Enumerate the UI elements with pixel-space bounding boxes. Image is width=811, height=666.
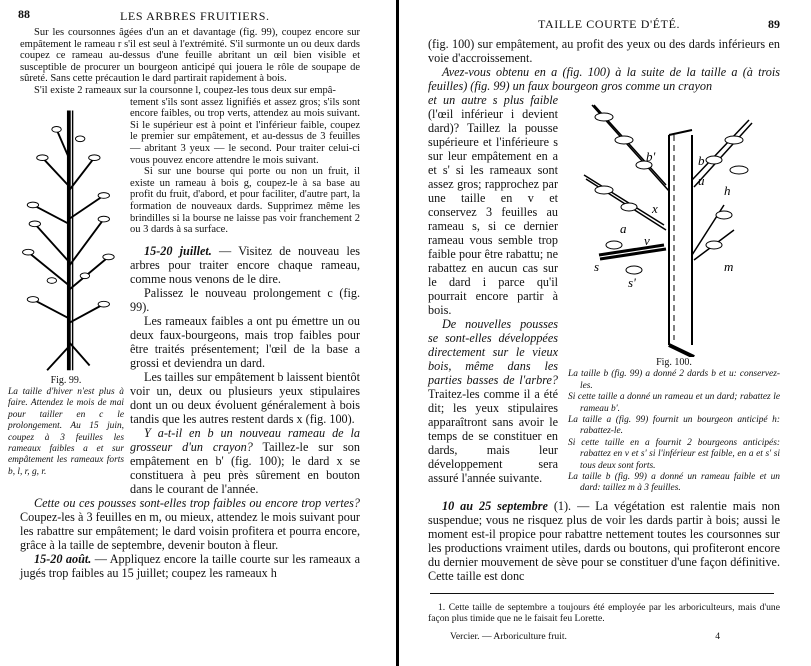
figure-label-h: h	[724, 183, 731, 198]
paragraph: Palissez le nouveau prolongement c (fig. 99).	[130, 285, 360, 314]
figure-label-v: v	[644, 233, 650, 248]
caption-entry: La taille a (fig. 99) fournit un bourgeon anticipé h: rabattez-le.	[568, 415, 780, 437]
question: et un autre s plus faible	[428, 93, 558, 107]
right-page-text-flow	[428, 37, 780, 642]
page-number: 88	[18, 7, 30, 21]
paragraph: S'il existe 2 rameaux sur la coursonne l, coupez-les tous deux sur empâ-	[34, 84, 336, 96]
question: De nouvelles pousses se sont-elles développées directement sur le vieux bois, même dans les parties basses de l'arbre?	[428, 317, 558, 387]
figure-label-u: u	[698, 173, 705, 188]
paragraph-text: Traitez-les comme il a été dit; les yeux stipulaires apparaîtront sans avoir le temps de se constituer en dards, mais leur développement sera assuré l'année suivante.	[428, 387, 558, 485]
caption-entry: La taille b (fig. 99) a donné un rameau faible et un dard: taillez m à 3 feuilles.	[568, 472, 780, 494]
question: Y a-t-il en b un nouveau rameau de la grosseur d'un crayon?	[130, 425, 360, 454]
caption-entry: Si cette taille en a fournit 2 bourgeons anticipés: rabattez en v et s' si l'inférieur est faible, en a et s' si tous deux sont forts.	[568, 437, 780, 471]
paragraph: Si sur une bourse qui porte ou non un fruit, il existe un rameau à bois g, coupez-le à sa base au profit du fruit, d'abord, et pour faciliter, d'autre part, la formation de nouveaux dards. Supprimez même les brindilles si la bourse ne laisse pas voir franchement 2 ou 3 dards à sa surface.	[130, 166, 360, 236]
figure-number: Fig. 99.	[50, 374, 82, 386]
signature-row	[450, 631, 720, 643]
right-page	[400, 0, 811, 666]
figure-100	[568, 95, 780, 495]
left-page	[0, 0, 396, 666]
tree-illustration-fig-99	[14, 101, 118, 375]
footnote-rule	[430, 593, 774, 594]
caption-text: La taille d'hiver n'est plus à faire. Attendez le mois de mai pour tailler en c le prolongement. Au 15 juin, coupez à 3 feuilles les rameaux faibles a et sur empâtement les rameaux forts b, l, r, g, r.	[8, 386, 124, 477]
caption-entry: Si cette taille a donné un rameau et un dard; rabattez le rameau b'.	[568, 392, 780, 414]
figure-label-a: a	[620, 221, 627, 236]
signature-line: Vercier. — Arboriculture fruit.	[450, 630, 567, 642]
date-heading: 15-20 août.	[34, 551, 92, 566]
paragraph	[428, 65, 780, 93]
figure-caption	[568, 357, 780, 495]
paragraph: tement s'ils sont assez lignifiés et assez gros; s'ils sont encore faibles, ou trop verts, attendez au mois suivant. Si le supérieur est à point et l'inférieur faible, coupez le premier sur empâtement, et au-dessus de 3 feuilles — abritant 3 yeux — le second. Pour traiter celui-ci vous pouvez encore attendre le mois suivant.	[130, 96, 360, 166]
left-page-text-flow	[8, 27, 360, 580]
paragraph-text: (l'œil inférieur i devient dard)? Taillez la pousse supérieure et l'inférieure s sur leur empâtement en a et s' si les rameaux sont assez gros; rapprochez par une taille en v et conservez 3 feuilles au rameau s, si ce dernier rameau vous semble trop faible pour être rabattu; ne rabattez en aucun cas sur le dard i parce qu'il pourrait encore partir à bois.	[428, 107, 558, 317]
figure-label-x: x	[652, 201, 658, 216]
question: Avez-vous obtenu en a (fig. 100) à la suite de la taille a (à trois feuilles) (fig. 99) un faux bourgeon gros comme un crayon	[428, 65, 780, 93]
paragraph: (fig. 100) sur empâtement, au profit des yeux ou des dards inférieurs en voie d'accroissement.	[428, 37, 780, 65]
figure-number: Fig. 100.	[656, 357, 692, 368]
figure-label-b: b	[698, 153, 705, 168]
paragraph-text: (1). — La végétation est ralentie mais non suspendue; vous ne risquez plus de voir les dards partir à bois; aussi le moment est-il propice pour rabattre nettement toutes les coursonnes sur les productions vraiment utiles, dards ou boutons, qui profiteront encore du dernier mouvement de sève pour se constituer d'une façon définitive. Cette taille est donc	[428, 498, 780, 583]
paragraph	[428, 499, 780, 583]
paragraph	[20, 552, 360, 580]
paragraph: Les rameaux faibles a ont pu émettre un ou deux faux-bourgeons, mais trop faibles pour être traités présentement; l'œil de la base a grossi et deviendra un dard.	[130, 313, 360, 370]
paragraph-text: — Visitez de nouveau les arbres pour traiter encore chaque rameau, comme nous venons de le dire.	[130, 243, 360, 286]
figure-label-s: s	[594, 259, 600, 274]
question: Cette ou ces pousses sont-elles trop faibles ou encore trop vertes?	[34, 495, 360, 510]
figure-label-b-prime: b'	[646, 149, 656, 164]
page-number: 89	[768, 17, 780, 31]
running-head: TAILLE COURTE D'ÉTÉ.	[538, 17, 681, 31]
tree-illustration-fig-100	[574, 95, 774, 357]
text-block-top	[20, 27, 360, 97]
paragraph-text: — Appliquez encore la taille courte sur les rameaux a jugés trop faibles au 15 juillet; coupez les rameaux h	[20, 551, 360, 580]
paragraph-text: Taillez-le sur son empâtement en b' (fig. 100); le dard x se constituera à peu près sûrement en bouton dans le courant de l'année.	[130, 439, 360, 496]
date-heading: 15-20 juillet.	[144, 243, 212, 258]
signature-number: 4	[715, 630, 720, 642]
paragraph: Les tailles sur empâtement b laissent bientôt voir un, deux ou plusieurs yeux stipulaires dont un ou deux évoluent généralement à bois tandis que les autres restent dards x (fig. 100).	[130, 369, 360, 426]
paragraph	[20, 496, 360, 552]
page-gutter-divider	[396, 0, 399, 666]
paragraph: Sur les coursonnes âgées d'un an et davantage (fig. 99), coupez encore sur empâtement le rameau r s'il est seul à l'extrémité. S'il surmonte un ou deux dards coupez ce rameau au-dessus d'une feuille abritant un œil bien visible et susceptible de procurer un bourgeon anticipé qui jouera le rôle de soupape de sûreté. Sans cette précaution le dard partirait rapidement à bois.	[20, 27, 360, 85]
caption-entry: La taille b (fig. 99) a donné 2 dards b et u: conservez-les.	[568, 369, 780, 391]
running-head: LES ARBRES FRUITIERS.	[120, 9, 270, 23]
footnote: 1. Cette taille de septembre a toujours été employée par les arboriculteurs, mais d'une façon plus timide que ne le faisait feu Lorette.	[428, 601, 780, 625]
paragraph-text: Coupez-les à 3 feuilles en m, ou mieux, attendez le mois suivant pour les rabattre sur empâtement; le dard voisin profitera et pourra encore, grâce à la taille de septembre, devenir bouton à fleur.	[20, 509, 360, 552]
figure-label-s-prime: s'	[628, 275, 636, 290]
figure-label-m: m	[724, 259, 734, 274]
date-heading: 10 au 25 septembre	[442, 498, 548, 513]
figure-99	[8, 101, 124, 479]
figure-caption	[8, 375, 124, 479]
